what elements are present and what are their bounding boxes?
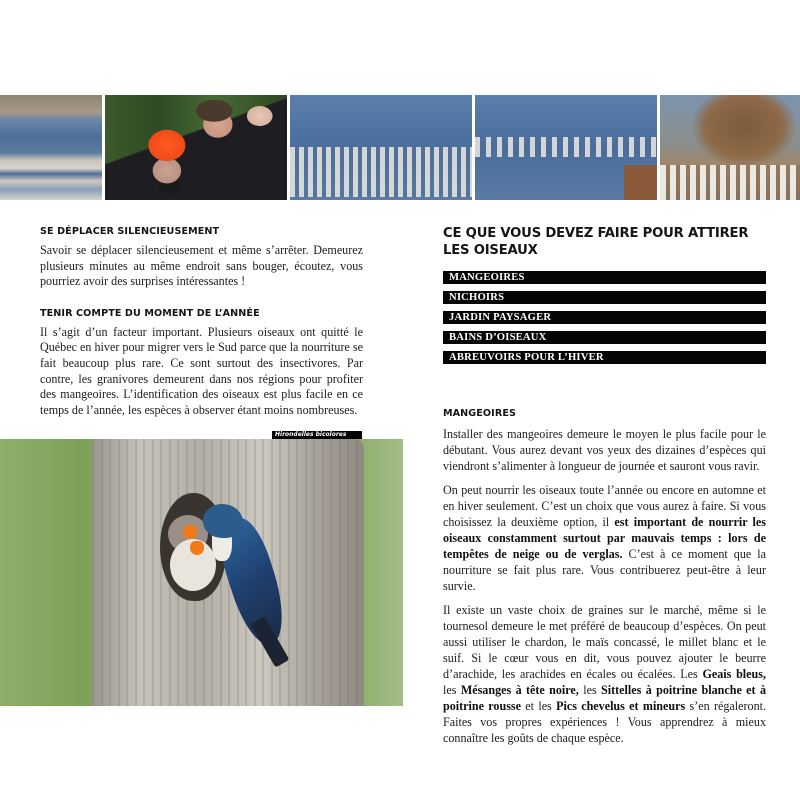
section-heading-mangeoires: MANGEOIRES xyxy=(443,408,517,419)
bird-name-sittelles: Sittelles à poitrine blanche et à poitrine rousse xyxy=(443,683,766,713)
mangeoires-paragraph-3 xyxy=(443,602,766,746)
topic-bar-bains-oiseaux: BAINS D’OISEAUX xyxy=(443,331,766,344)
text-run: Il existe un vaste choix de graines sur le marché, même si le tournesol demeure le met préféré de beaucoup d’espèces. On peut aussi utiliser le chardon, le maïs concassé, le millet blanc et le suif. Si le cœur vous en dit, vous pouvez ajouter le beurre d’arachide, les arachides en écales ou écalées. Les xyxy=(443,603,766,681)
chick-beak-graphic xyxy=(190,541,204,555)
bird-name-mesanges: Mésanges à tête noire, xyxy=(460,683,579,697)
adult-swallow-head-graphic xyxy=(203,504,243,538)
topic-bar-nichoirs: NICHOIRS xyxy=(443,291,766,304)
photo-geese-water xyxy=(0,95,102,200)
photo-tree-swallows-nest xyxy=(0,439,403,706)
text-run: et les xyxy=(521,699,557,713)
mangeoires-section xyxy=(443,408,766,754)
emphasis-text: est important de nourrir les oiseaux constamment surtout par mauvais temps : lors de tempêtes de neige ou de verglas. xyxy=(443,515,766,561)
photo-geese-shore-tree xyxy=(660,95,800,200)
mangeoires-paragraph-1: Installer des mangeoires demeure le moyen le plus facile pour le débutant. Vous aurez devant vos yeux des dizaines d’espèces qui viendront s’alimenter à longueur de journée et sauront vous ravir. xyxy=(443,427,766,473)
left-column xyxy=(40,226,363,418)
page-title: CE QUE VOUS DEVEZ FAIRE POUR ATTIRER LES OISEAUX xyxy=(443,226,749,258)
topic-bar-mangeoires: MANGEOIRES xyxy=(443,271,766,284)
topic-bar-abreuvoirs: ABREUVOIRS POUR L’HIVER xyxy=(443,351,766,364)
text-run: les xyxy=(443,683,461,697)
photo-geese-flock xyxy=(290,95,472,200)
section-heading-time-of-year: TENIR COMPTE DU MOMENT DE L’ANNÉE xyxy=(40,307,260,319)
photo-strip xyxy=(0,95,800,200)
topic-bar-jardin-paysager: JARDIN PAYSAGER xyxy=(443,311,766,324)
section-body-time-of-year: Il s’agit d’un facteur important. Plusieurs oiseaux ont quitté le Québec en hiver pour migrer vers le Sud parce que la nourriture se fait beaucoup plus rare. Ce sont surtout des insectivores. Par contre, les granivores demeurent dans nos régions pour profiter des mangeoires. L’identification des oiseaux est plus facile en ce temps de l’année, les espèces à observer étant moins nombreuses. xyxy=(40,324,363,417)
mangeoires-paragraph-2 xyxy=(443,482,766,594)
chick-beak-graphic xyxy=(183,525,197,539)
text-run: On peut nourrir les oiseaux toute l’année ou encore en automne et en hiver seulement. C’est un choix que vous aurez à faire. Si vous choisissez la deuxième option, il xyxy=(443,483,766,529)
section-body-move-silently: Savoir se déplacer silencieusement et même s’arrêter. Demeurez plusieurs minutes au même endroit sans bouger, écoutez, vous pourriez avoir des surprises intéressantes ! xyxy=(40,243,363,289)
topic-list xyxy=(443,271,766,371)
bird-name-geais-bleus: Geais bleus, xyxy=(702,667,766,681)
text-run: les xyxy=(578,683,602,697)
section-heading-move-silently: SE DÉPLACER SILENCIEUSEMENT xyxy=(40,226,220,237)
photo-man-and-child-birdwatching xyxy=(105,95,287,200)
photo-geese-swimming xyxy=(475,95,657,200)
bird-name-pics: Pics chevelus et mineurs xyxy=(556,699,686,713)
text-run: s’en régaleront. Faites vos propres expériences ! Vous apprendrez à mieux connaître les goûts de chaque espèce. xyxy=(443,699,766,745)
photo-caption: Hirondelles bicolores xyxy=(272,431,362,439)
text-run: C’est à ce moment que la nourriture se fait plus rare. Vous contribuerez peut-être à leur survie. xyxy=(443,547,766,593)
